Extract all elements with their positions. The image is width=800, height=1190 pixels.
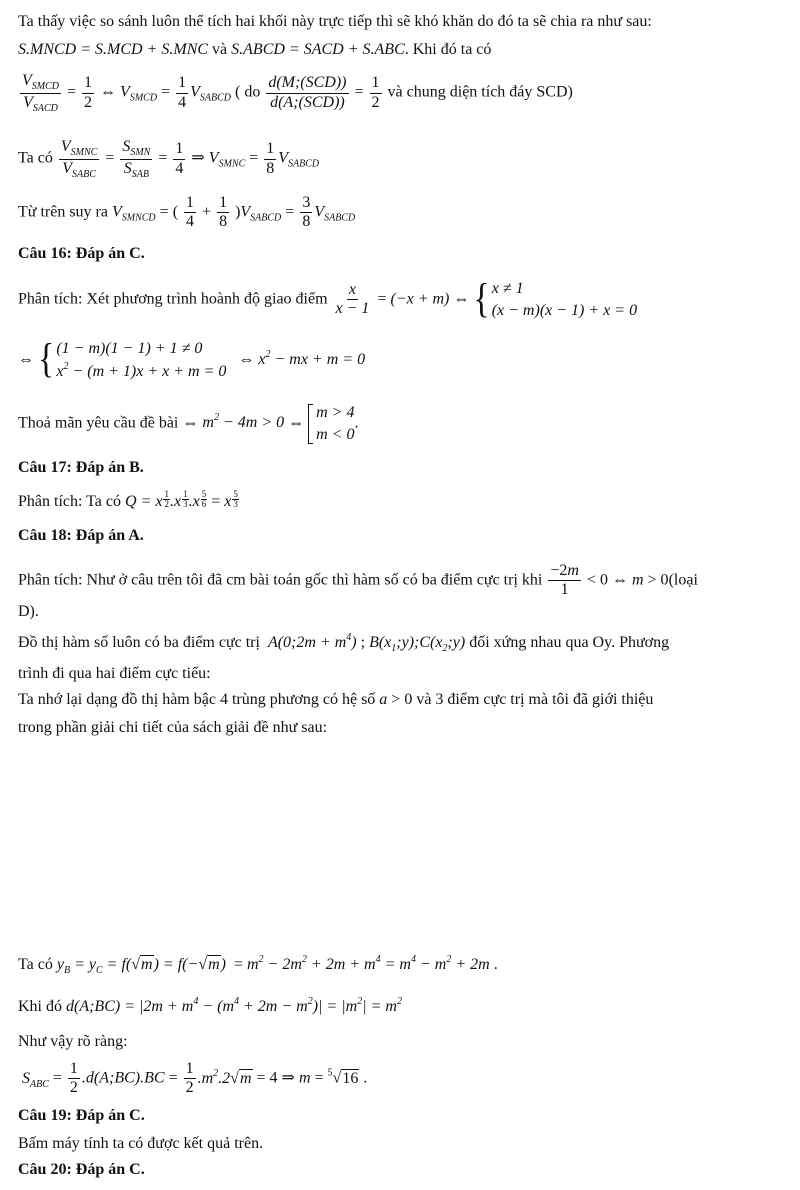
text-line: Ta thấy việc so sánh luôn thể tích hai khối này trực tiếp thì sẽ khó khăn do đó ta sẽ chia ra như sau: — [18, 13, 652, 30]
answer-heading: Câu 16: Đáp án C. — [18, 245, 145, 262]
text-line: Bấm máy tính ta có được kết quả trên. — [18, 1135, 264, 1152]
formula-line: Phân tích: Xét phương trình hoành độ giao điểm $\frac{x}{x - 1}$ = (−x + m) ⇔ { x ≠ 1 (x − m)(x − 1) + x = 0 — [18, 276, 638, 322]
formula-line: Thoả mãn yêu cầu đề bài ⇔ $m^2 - 4m > 0$ ⇔ m > 4 m < 0 . — [18, 404, 359, 443]
answer-heading: Câu 20: Đáp án C. — [18, 1161, 145, 1178]
text-line: S.MNCD = S.MCD + S.MNC và S.ABCD = SACD + S.ABC. Khi đó ta có — [18, 41, 492, 58]
text-line: Ta nhớ lại dạng đồ thị hàm bậc 4 trùng phương có hệ số a > 0 và 3 điểm cực trị mà tôi đã giới thiệu — [18, 691, 654, 708]
text-line: Như vậy rõ ràng: — [18, 1033, 128, 1050]
formula-line: Khi đó d(A;BC) = $|2m + m^4 - (m^4 + 2m - m^2)| = |m^2| = m^2$ — [18, 996, 402, 1015]
formula-line: $\frac{V_{SMCD}}{V_{SACD}}$ = $\frac{1}{2}$ ⇔ $V_{SMCD}$ = $\frac{1}{4}$ $V_{SABCD}$ ( do $\frac{\text{d(M;(SCD))}}{\text{d(A;(SCD))}}$ = $\frac{1}{2}$ và chung diện tích đáy SCD) — [22, 72, 573, 114]
answer-heading: Câu 18: Đáp án A. — [18, 527, 144, 544]
formula-line: Ta có $\frac{V_{SMNC}}{V_{SABC}}$ = $\frac{S_{SMN}}{S_{SAB}}$ = $\frac{1}{4}$ ⇒ $V_{SMNC}$ = $\frac{1}{8}$ $V_{SABCD}$ — [18, 138, 320, 180]
text-line: trong phần giải chi tiết của sách giải đề như sau: — [18, 719, 328, 736]
answer-heading: Câu 19: Đáp án C. — [18, 1107, 145, 1124]
text-line: trình đi qua hai điểm cực tiểu: — [18, 665, 211, 682]
formula-line: Phân tích: Như ở câu trên tôi đã cm bài toán gốc thì hàm số có ba điểm cực trị khi $\frac{-2m}{1}$ < 0 ⇔ m > 0(loại — [18, 562, 698, 599]
formula-line: Ta có $y_B = y_C = f(√m) = f(-√m) = m^2 - 2m^2 + 2m + m^4 = m^4 - m^2 + 2m$ . — [18, 954, 498, 976]
formula-line: Phân tích: Ta có Q = x $\frac{1}{2}$ .x $\frac{1}{3}$ .x $\frac{5}{6}$ = x $\frac{5}{3}$ — [18, 489, 238, 510]
figure-placeholder — [18, 760, 778, 940]
answer-heading: Câu 17: Đáp án B. — [18, 459, 144, 476]
text-line: D). — [18, 603, 39, 620]
formula-line: ⇔ { (1 − m)(1 − 1) + 1 ≠ 0 $x^2 - (m + 1)x + x + m = 0$ ⇔ $x^2$ − mx + m = 0 — [18, 337, 366, 382]
formula-line: $S_{ABC}$ = $\frac{1}{2}$ .d(A;BC).BC = $\frac{1}{2}$ $.m^2.2√m = 4$ ⇒ m = $^5$√16 . — [22, 1060, 368, 1097]
formula-line: Đồ thị hàm số luôn có ba điểm cực trị A(0;2m + $m^4$) ; $B(x_1;y);C(x_2;y)$ đối xứng nhau qua Oy. Phương — [18, 632, 670, 654]
formula-line: Từ trên suy ra $V_{SMNCD}$ = ( $\frac{1}{4}$ + $\frac{1}{8}$ )$V_{SABCD}$ = $\frac{3}{8}$ $V_{SABCD}$ — [18, 194, 356, 231]
